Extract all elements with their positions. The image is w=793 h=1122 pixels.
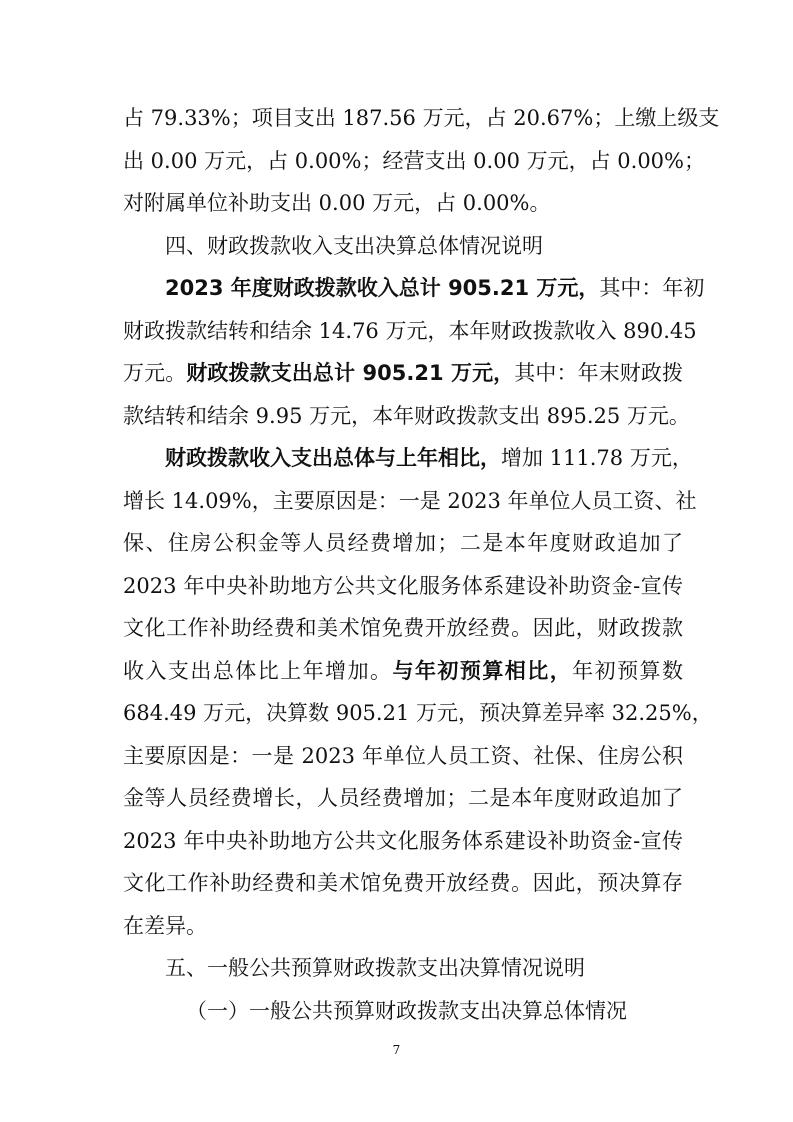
text-line — [123, 693, 713, 733]
text-run: 其中：年初 — [599, 276, 705, 300]
text-run: 款结转和结余 9.95 万元，本年财政拨款支出 895.25 万元。 — [123, 404, 690, 428]
text-line — [123, 481, 697, 521]
text-line — [123, 183, 683, 223]
text-line — [123, 906, 683, 946]
subsection-heading — [186, 991, 626, 1031]
text-run: 四、财政拨款收入支出决算总体情况说明 — [165, 234, 543, 258]
text-run: 其中：年末财政拨 — [514, 361, 684, 385]
text-line — [123, 651, 683, 691]
text-line — [123, 353, 683, 393]
text-line — [123, 98, 720, 138]
page-number: 7 — [392, 1043, 401, 1057]
text-run: 占 79.33%；项目支出 187.56 万元，占 20.67%；上缴上级支 — [123, 106, 720, 130]
text-line — [123, 821, 683, 861]
text-run: 年初预算数 — [572, 659, 684, 683]
text-run: 在差异。 — [123, 914, 207, 938]
text-run: 文化工作补助经费和美术馆免费开放经费。因此，预决算存 — [123, 871, 683, 895]
text-line — [123, 778, 683, 818]
text-line — [123, 523, 683, 563]
text-run: 2023 年中央补助地方公共文化服务体系建设补助资金-宣传 — [123, 574, 683, 598]
text-line — [123, 608, 683, 648]
bold-text-run: 与年初预算相比， — [392, 659, 573, 683]
text-run: 五、一般公共预算财政拨款支出决算情况说明 — [165, 956, 585, 980]
text-line — [123, 396, 690, 436]
text-line — [123, 736, 683, 776]
text-run: （一）一般公共预算财政拨款支出决算总体情况 — [186, 999, 627, 1023]
section-heading — [165, 948, 683, 988]
text-run: 收入支出总体比上年增加。 — [123, 659, 393, 683]
text-run: 增加 111.78 万元， — [501, 446, 693, 470]
text-run: 金等人员经费增长，人员经费增加；二是本年度财政追加了 — [123, 786, 683, 810]
text-line — [123, 311, 697, 351]
text-line — [123, 863, 683, 903]
text-run: 文化工作补助经费和美术馆免费开放经费。因此，财政拨款 — [123, 616, 683, 640]
text-run: 财政拨款结转和结余 14.76 万元，本年财政拨款收入 890.45 — [123, 319, 697, 343]
text-run: 684.49 万元，决算数 905.21 万元，预决算差异率 32.25%， — [123, 701, 713, 725]
bold-text-run: 2023 年度财政拨款收入总计 905.21 万元， — [165, 276, 600, 300]
text-run: 万元。 — [123, 361, 187, 385]
text-run: 2023 年中央补助地方公共文化服务体系建设补助资金-宣传 — [123, 829, 683, 853]
text-run: 对附属单位补助支出 0.00 万元，占 0.00%。 — [123, 191, 551, 215]
text-line — [123, 566, 683, 606]
section-heading — [165, 226, 683, 266]
bold-text-run: 财政拨款支出总计 905.21 万元， — [186, 361, 515, 385]
text-run: 增长 14.09%，主要原因是：一是 2023 年单位人员工资、社 — [123, 489, 697, 513]
text-run: 出 0.00 万元，占 0.00%；经营支出 0.00 万元，占 0.00%； — [123, 149, 705, 173]
text-run: 保、住房公积金等人员经费增加；二是本年度财政追加了 — [123, 531, 683, 555]
text-line — [165, 268, 705, 308]
bold-text-run: 财政拨款收入支出总体与上年相比， — [165, 446, 501, 470]
text-line — [123, 141, 705, 181]
text-line — [165, 438, 693, 478]
text-run: 主要原因是：一是 2023 年单位人员工资、社保、住房公积 — [123, 744, 683, 768]
